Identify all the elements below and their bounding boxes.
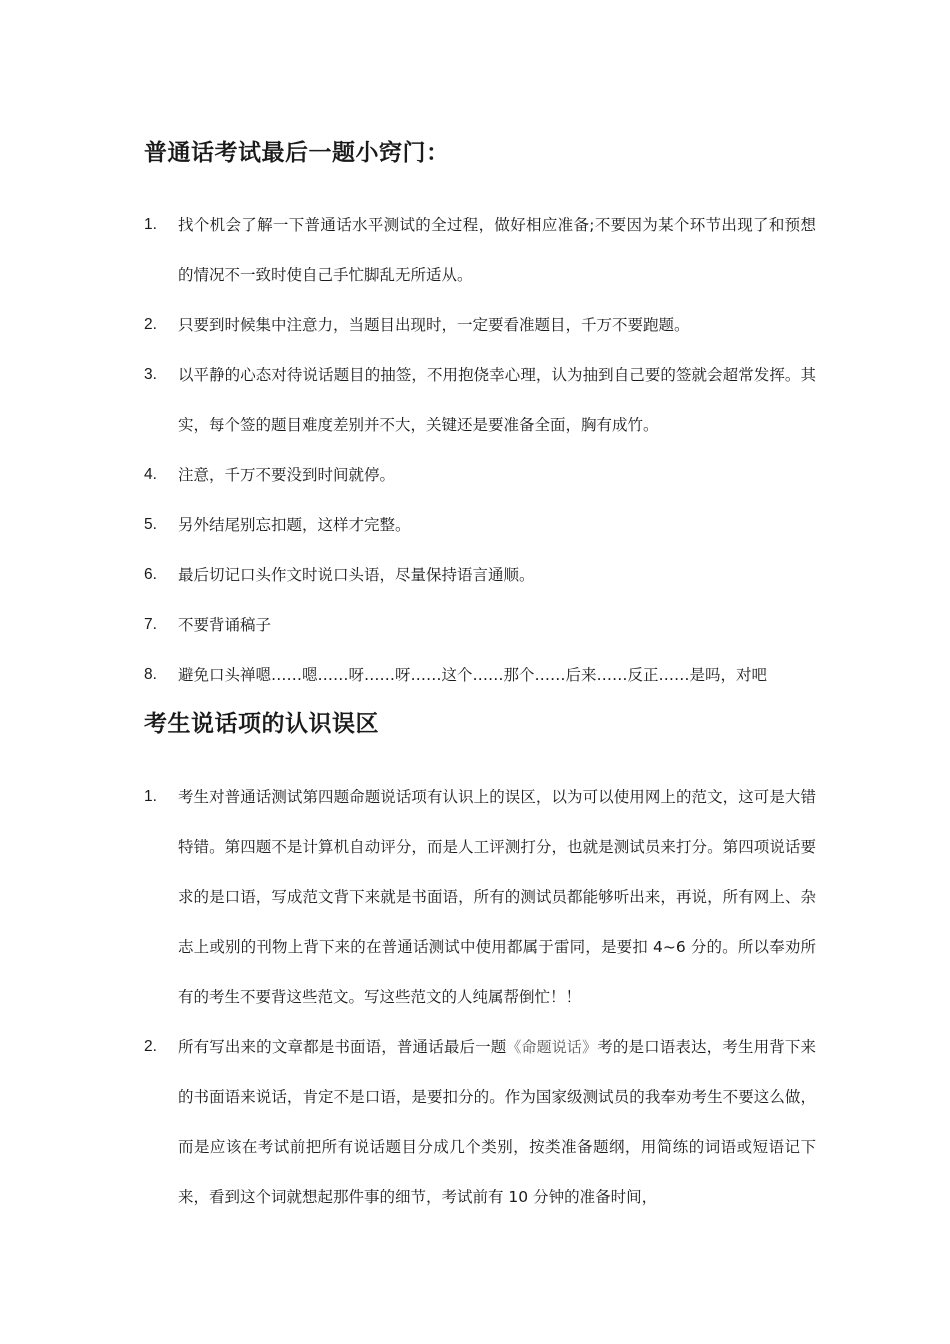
list-item-text: 找个机会了解一下普通话水平测试的全过程，做好相应准备;不要因为某个环节出现了和预想的情况不一致时使自己手忙脚乱无所适从。 bbox=[178, 216, 816, 284]
list-item-text: 考生对普通话测试第四题命题说话项有认识上的误区，以为可以使用网上的范文，这可是大错特错。第四题不是计算机自动评分，而是人工评测打分，也就是测试员来打分。第四项说话要求的是口语，写成范文背下来就是书面语，所有的测试员都能够听出来，再说，所有网上、杂志上或别的刊物上背下来的在普通话测试中使用都属于雷同，是要扣 4~6 分的。所以奉劝所有的考生不要背这些范文。写这些范文的人纯属帮倒忙！！ bbox=[178, 788, 816, 1006]
list-item-text: 另外结尾别忘扣题，这样才完整。 bbox=[178, 516, 411, 534]
list-item bbox=[144, 550, 816, 600]
list-item-number: 1. bbox=[144, 788, 157, 805]
list-item-text: 最后切记口头作文时说口头语，尽量保持语言通顺。 bbox=[178, 566, 535, 584]
list-item-text-after: 考的是口语表达，考生用背下来的书面语来说话，肯定不是口语，是要扣分的。作为国家级测试员的我奉劝考生不要这么做，而是应该在考试前把所有说话题目分成几个类别，按类准备题纲，用简练的词语或短语记下来，看到这个词就想起那件事的细节，考试前有 10 分钟的准备时间， bbox=[178, 1038, 816, 1206]
misconceptions-list bbox=[144, 772, 816, 1222]
list-item bbox=[144, 772, 816, 1022]
list-item bbox=[144, 300, 816, 350]
list-item-number: 8. bbox=[144, 666, 157, 683]
list-item-text: 不要背诵稿子 bbox=[178, 616, 272, 634]
list-item bbox=[144, 500, 816, 550]
list-item-number: 3. bbox=[144, 366, 157, 383]
list-item-text: 注意，千万不要没到时间就停。 bbox=[178, 466, 396, 484]
list-item-text: 避免口头禅嗯……嗯……呀……呀……这个……那个……后来……反正……是吗，对吧 bbox=[178, 666, 768, 684]
list-item-number: 1. bbox=[144, 216, 157, 233]
list-item-number: 2. bbox=[144, 316, 157, 333]
list-item-number: 4. bbox=[144, 466, 157, 483]
list-item-text: 只要到时候集中注意力，当题目出现时，一定要看准题目，千万不要跑题。 bbox=[178, 316, 690, 334]
list-item-text-before: 所有写出来的文章都是书面语，普通话最后一题 bbox=[178, 1038, 507, 1056]
list-item bbox=[144, 650, 816, 700]
list-item bbox=[144, 350, 816, 450]
list-item-number: 7. bbox=[144, 616, 157, 633]
list-item bbox=[144, 450, 816, 500]
quoted-topic-title: 《命题说话》 bbox=[506, 1038, 598, 1056]
list-item-text: 以平静的心态对待说话题目的抽签，不用抱侥幸心理，认为抽到自己要的签就会超常发挥。其实，每个签的题目难度差别并不大，关键还是要准备全面，胸有成竹。 bbox=[178, 366, 816, 434]
list-item-number: 5. bbox=[144, 516, 157, 533]
section-title-exam-tips: 普通话考试最后一题小窍门： bbox=[144, 140, 450, 166]
list-item-number: 6. bbox=[144, 566, 157, 583]
list-item bbox=[144, 200, 816, 300]
list-item bbox=[144, 1022, 816, 1222]
list-item bbox=[144, 600, 816, 650]
list-item-number: 2. bbox=[144, 1038, 157, 1055]
exam-tips-list bbox=[144, 200, 816, 700]
section-title-misconceptions: 考生说话项的认识误区 bbox=[144, 711, 379, 737]
